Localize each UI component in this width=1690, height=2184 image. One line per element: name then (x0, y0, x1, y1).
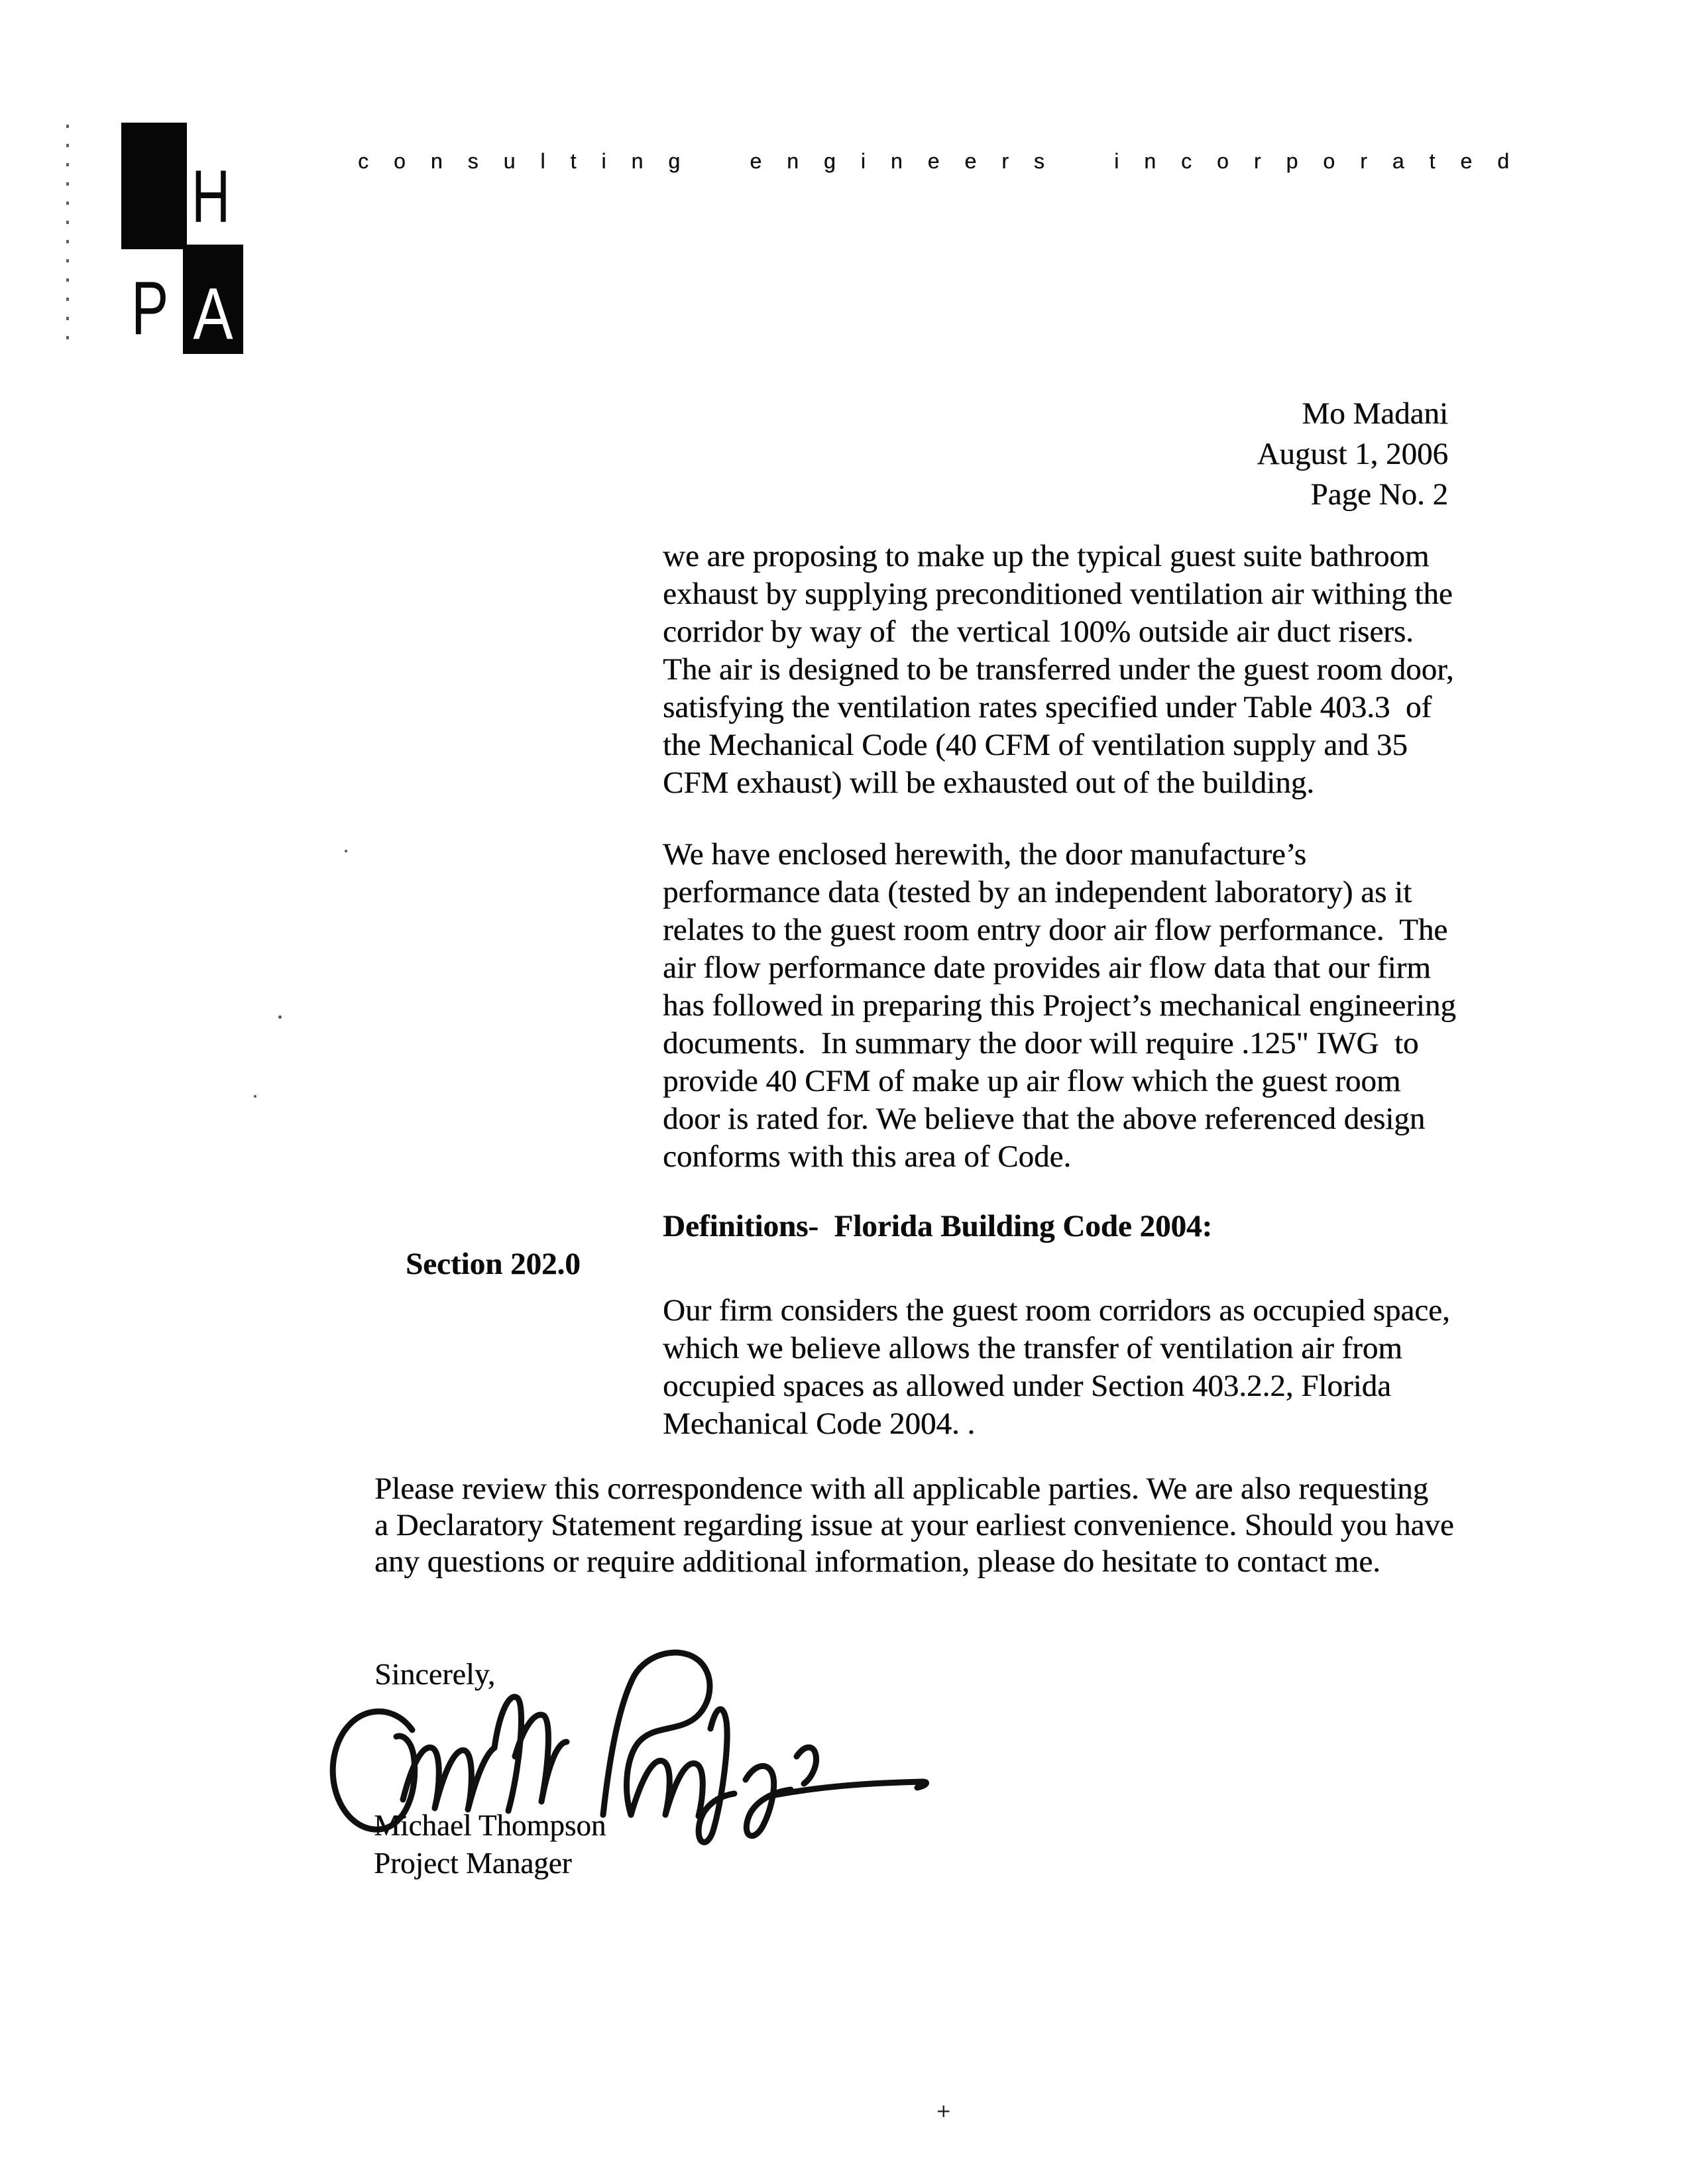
tagline-word-incorporated: incorporated (1114, 149, 1534, 173)
logo-letter-h: H (192, 155, 231, 238)
section-heading-row (374, 1208, 1213, 1359)
logo-black-block-bottom (183, 245, 243, 354)
scan-speck (345, 850, 347, 852)
salutation: Sincerely, (374, 1657, 496, 1691)
scan-artifact-plus-mark: + (936, 2100, 952, 2122)
section-title: Definitions- Florida Building Code 2004: (663, 1209, 1213, 1243)
tagline-word-engineers: engineers (750, 149, 1070, 173)
paragraph-closing-request: Please review this correspondence with all applicable parties. We are also requesting a Declaratory Statement regarding issue at your earliest convenience. Should you have any questions or require additional information, please do hesitate to contact me. (374, 1471, 1454, 1579)
section-number-label: Section 202.0 (406, 1247, 581, 1281)
signer-name: Michael Thompson (374, 1809, 606, 1842)
letterhead-tagline (358, 148, 1534, 174)
scan-speck (278, 1015, 282, 1019)
logo-black-block-top (121, 123, 187, 249)
tagline-word-consulting: consulting (358, 149, 706, 173)
paragraph-definitions: Our firm considers the guest room corridors as occupied space, which we believe allows the transfer of ventilation air from occupied spaces as allowed under Section 403.2.2, Florida Mechanical Code 2004. . (663, 1293, 1450, 1441)
paragraph-door-performance: We have enclosed herewith, the door manufacture’s performance data (tested by an independent laboratory) as it relates to the guest room entry door air flow performance. The air flow performance date provides air flow data that our firm has followed in preparing this Project’s mechanical engineering documents. In summary the door will require .125" IWG to provide 40 CFM of make up air flow which the guest room door is rated for. We believe that the above referenced design conforms with this area of Code. (663, 837, 1456, 1174)
scan-artifact-dotted-line (66, 125, 69, 343)
scan-speck (254, 1095, 256, 1098)
logo-letter-a: A (193, 273, 233, 355)
recipient-date-page-block: Mo Madani August 1, 2006 Page No. 2 (1257, 396, 1448, 512)
logo-letter-p: P (131, 266, 169, 351)
signer-title: Project Manager (374, 1847, 572, 1880)
paragraph-ventilation-proposal: we are proposing to make up the typical guest suite bathroom exhaust by supplying preconditioned ventilation air withing the corridor by way of the vertical 100% outside air duct risers. The air is designed to be transferred under the guest room door, satisfying the ventilation rates specified under Table 403.3 of the Mechanical Code (40 CFM of ventilation supply and 35 CFM exhaust) will be exhausted out of the building. (663, 539, 1454, 800)
